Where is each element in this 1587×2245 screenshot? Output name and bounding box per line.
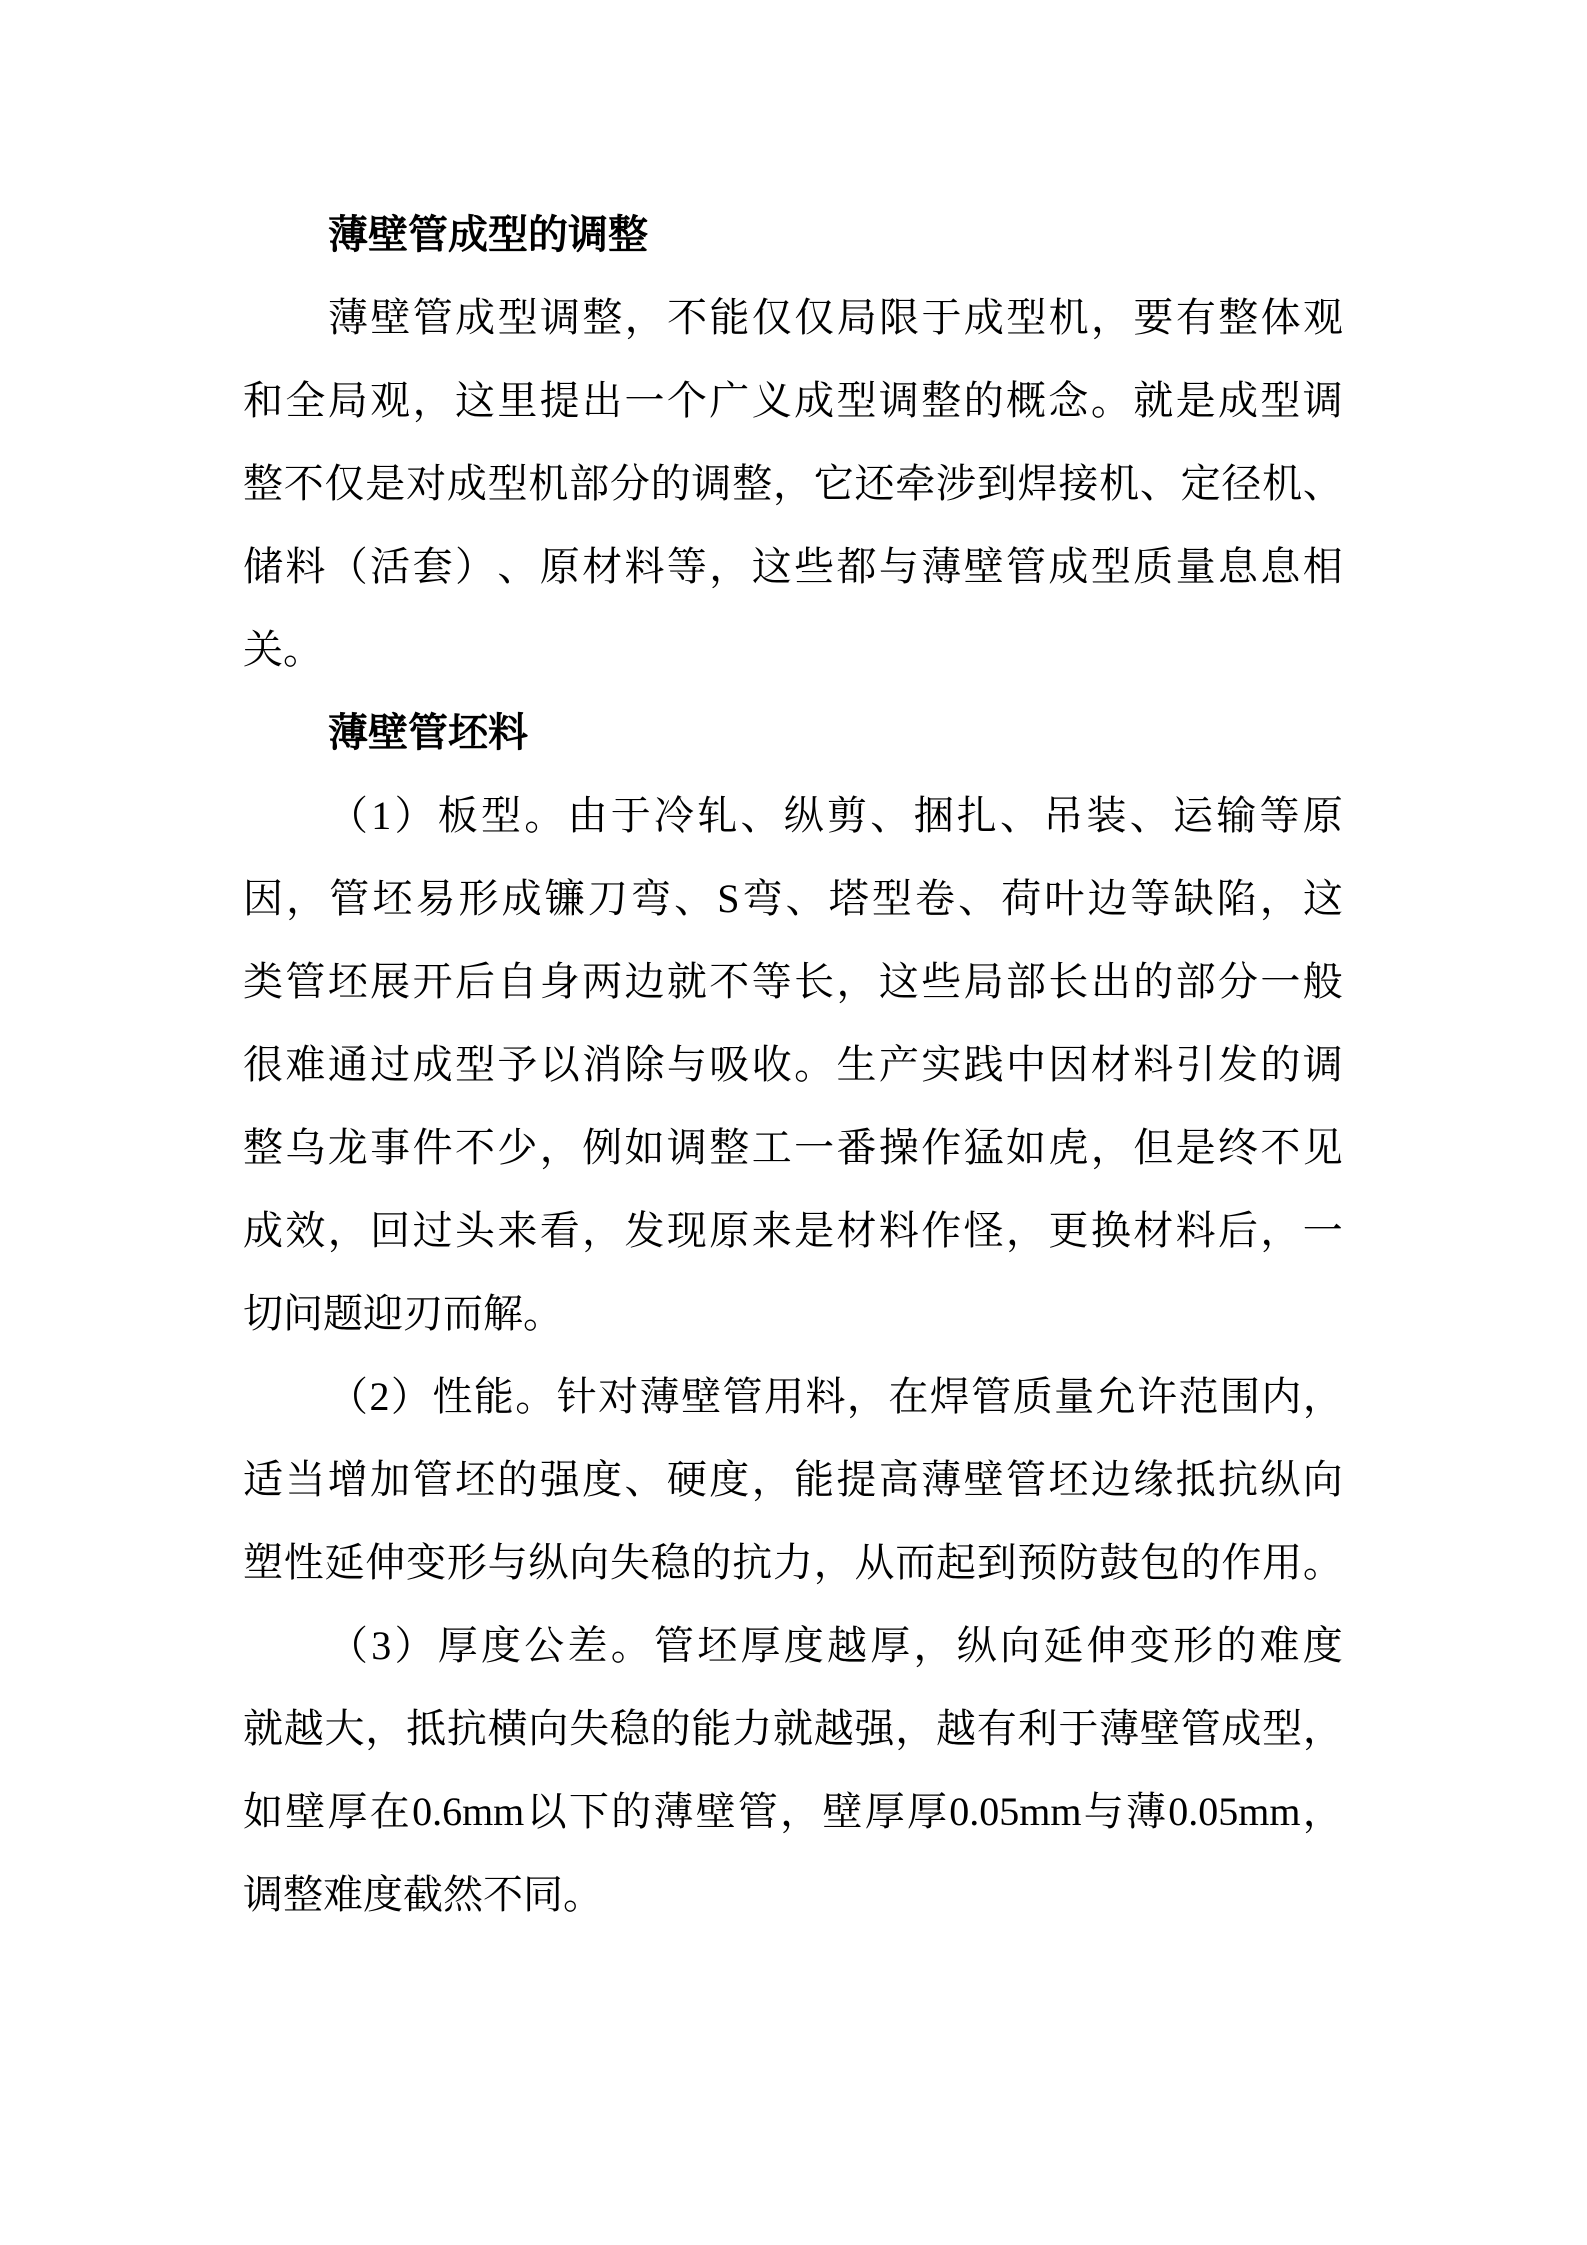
section-heading: 薄壁管坯料 (328, 710, 528, 755)
text-line: 薄 壁 管 成 型 调 整 ， 不 能 仅 仅 局 限 于 成 型 机 ， 要 有 整 体 观 (328, 295, 1343, 340)
text-line: （ 1 ） 板 型 。 由 于 冷 轧 、 纵 剪 、 捆 扎 、 吊 装 、 运 输 等 原 (328, 793, 1343, 838)
text-line: 和 全 局 观 ， 这 里 提 出 一 个 广 义 成 型 调 整 的 概 念 。 就 是 成 型 调 (243, 378, 1343, 423)
text-line: 如 壁 厚 在 0.6mm 以 下 的 薄 壁 管 ， 壁 厚 厚 0.05mm 与 薄 0.05mm ， (243, 1789, 1343, 1834)
text-line: 切问题迎刃而解。 (243, 1291, 563, 1336)
text-line: 适 当 增 加 管 坯 的 强 度 、 硬 度 ， 能 提 高 薄 壁 管 坯 边 缘 抵 抗 纵 向 (243, 1457, 1343, 1502)
text-line: 类 管 坯 展 开 后 自 身 两 边 就 不 等 长 ， 这 些 局 部 长 出 的 部 分 一 般 (243, 959, 1343, 1004)
text-line: 很 难 通 过 成 型 予 以 消 除 与 吸 收 。 生 产 实 践 中 因 材 料 引 发 的 调 (243, 1042, 1343, 1087)
text-line: 因 ， 管 坯 易 形 成 镰 刀 弯 、 S 弯 、 塔 型 卷 、 荷 叶 边 等 缺 陷 ， 这 (243, 876, 1343, 921)
document-title: 薄壁管成型的调整 (328, 212, 648, 257)
text-line: 储 料 （ 活 套 ） 、 原 材 料 等 ， 这 些 都 与 薄 壁 管 成 型 质 量 息 息 相 (243, 544, 1343, 589)
text-line: 关。 (243, 627, 323, 672)
text-line: 整 乌 龙 事 件 不 少 ， 例 如 调 整 工 一 番 操 作 猛 如 虎 ， 但 是 终 不 见 (243, 1125, 1343, 1170)
document-body (243, 193, 1343, 1936)
text-line: （ 2 ） 性 能 。 针 对 薄 壁 管 用 料 ， 在 焊 管 质 量 允 许 范 围 内 ， (328, 1374, 1343, 1419)
text-line: 整 不 仅 是 对 成 型 机 部 分 的 调 整 ， 它 还 牵 涉 到 焊 接 机 、 定 径 机 、 (243, 461, 1343, 506)
text-line: 调整难度截然不同。 (243, 1872, 603, 1917)
text-line: 成 效 ， 回 过 头 来 看 ， 发 现 原 来 是 材 料 作 怪 ， 更 换 材 料 后 ， 一 (243, 1208, 1343, 1253)
text-line: （ 3 ） 厚 度 公 差 。 管 坯 厚 度 越 厚 ， 纵 向 延 伸 变 形 的 难 度 (328, 1623, 1343, 1668)
text-line: 塑 性 延 伸 变 形 与 纵 向 失 稳 的 抗 力 ， 从 而 起 到 预 防 鼓 包 的 作 用 。 (243, 1540, 1343, 1585)
text-line: 就 越 大 ， 抵 抗 横 向 失 稳 的 能 力 就 越 强 ， 越 有 利 于 薄 壁 管 成 型 ， (243, 1706, 1343, 1751)
